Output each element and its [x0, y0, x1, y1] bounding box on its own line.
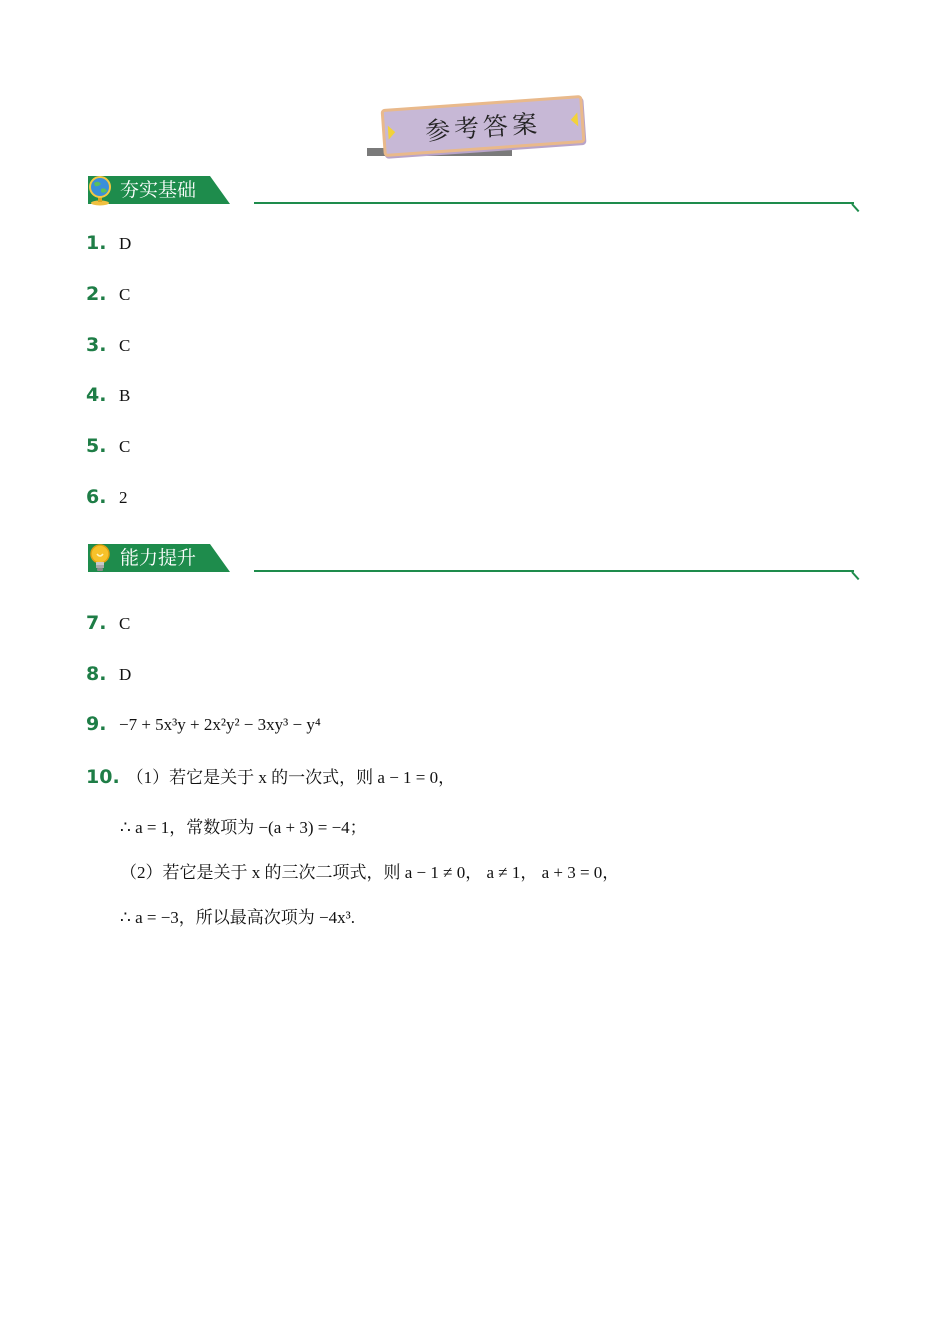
question-number: 6.	[86, 486, 107, 508]
answer-item-7	[86, 612, 130, 638]
q10-line-4: ∴ a = −3，所以最高次项为 −4x³.	[120, 908, 355, 927]
page-title: 参考答案	[424, 108, 542, 147]
answer-item-2	[86, 283, 130, 309]
section-rule	[254, 202, 854, 204]
question-number: 7.	[86, 612, 107, 634]
answer-item-9	[86, 713, 321, 739]
section-label: 能力提升	[120, 547, 197, 569]
globe-icon	[86, 174, 116, 206]
question-number: 9.	[86, 713, 107, 735]
section-header-advanced	[86, 544, 866, 578]
section-rule	[254, 570, 854, 572]
lightbulb-icon	[86, 542, 116, 574]
question-number: 8.	[86, 663, 107, 685]
q10-line-3: （2）若它是关于 x 的三次二项式，则 a − 1 ≠ 0， a ≠ 1， a + 3 = 0，	[120, 863, 620, 882]
answer-item-3	[86, 334, 130, 360]
answer-item-1	[86, 232, 131, 258]
question-number: 5.	[86, 435, 107, 457]
answer-value: 2	[119, 488, 128, 507]
section-rule-end	[851, 203, 859, 212]
title-banner	[366, 96, 586, 160]
answer-value: C	[119, 336, 131, 355]
answer-value: C	[119, 437, 131, 456]
section-label: 夯实基础	[120, 179, 197, 201]
answer-value: C	[119, 285, 131, 304]
question-number: 10.	[86, 766, 120, 788]
answer-value: C	[119, 614, 131, 633]
answer-item-10	[86, 763, 455, 789]
answer-item-8	[86, 663, 131, 689]
answer-item-6	[86, 486, 128, 512]
section-rule-end	[851, 571, 859, 580]
answer-value: B	[119, 386, 131, 405]
question-number: 1.	[86, 232, 107, 254]
q10-line-1: （1）若它是关于 x 的一次式，则 a − 1 = 0，	[126, 768, 456, 787]
question-number: 3.	[86, 334, 107, 356]
answer-item-4	[86, 384, 130, 410]
question-number: 4.	[86, 384, 107, 406]
title-banner-card	[381, 95, 586, 157]
question-number: 2.	[86, 283, 107, 305]
section-header-basic	[86, 176, 866, 210]
answer-value: D	[119, 234, 132, 253]
answer-value: D	[119, 665, 132, 684]
q10-line-2: ∴ a = 1，常数项为 −(a + 3) = −4；	[120, 818, 367, 837]
answer-expression: −7 + 5x³y + 2x²y² − 3xy³ − y⁴	[119, 715, 321, 734]
answer-item-5	[86, 435, 130, 461]
